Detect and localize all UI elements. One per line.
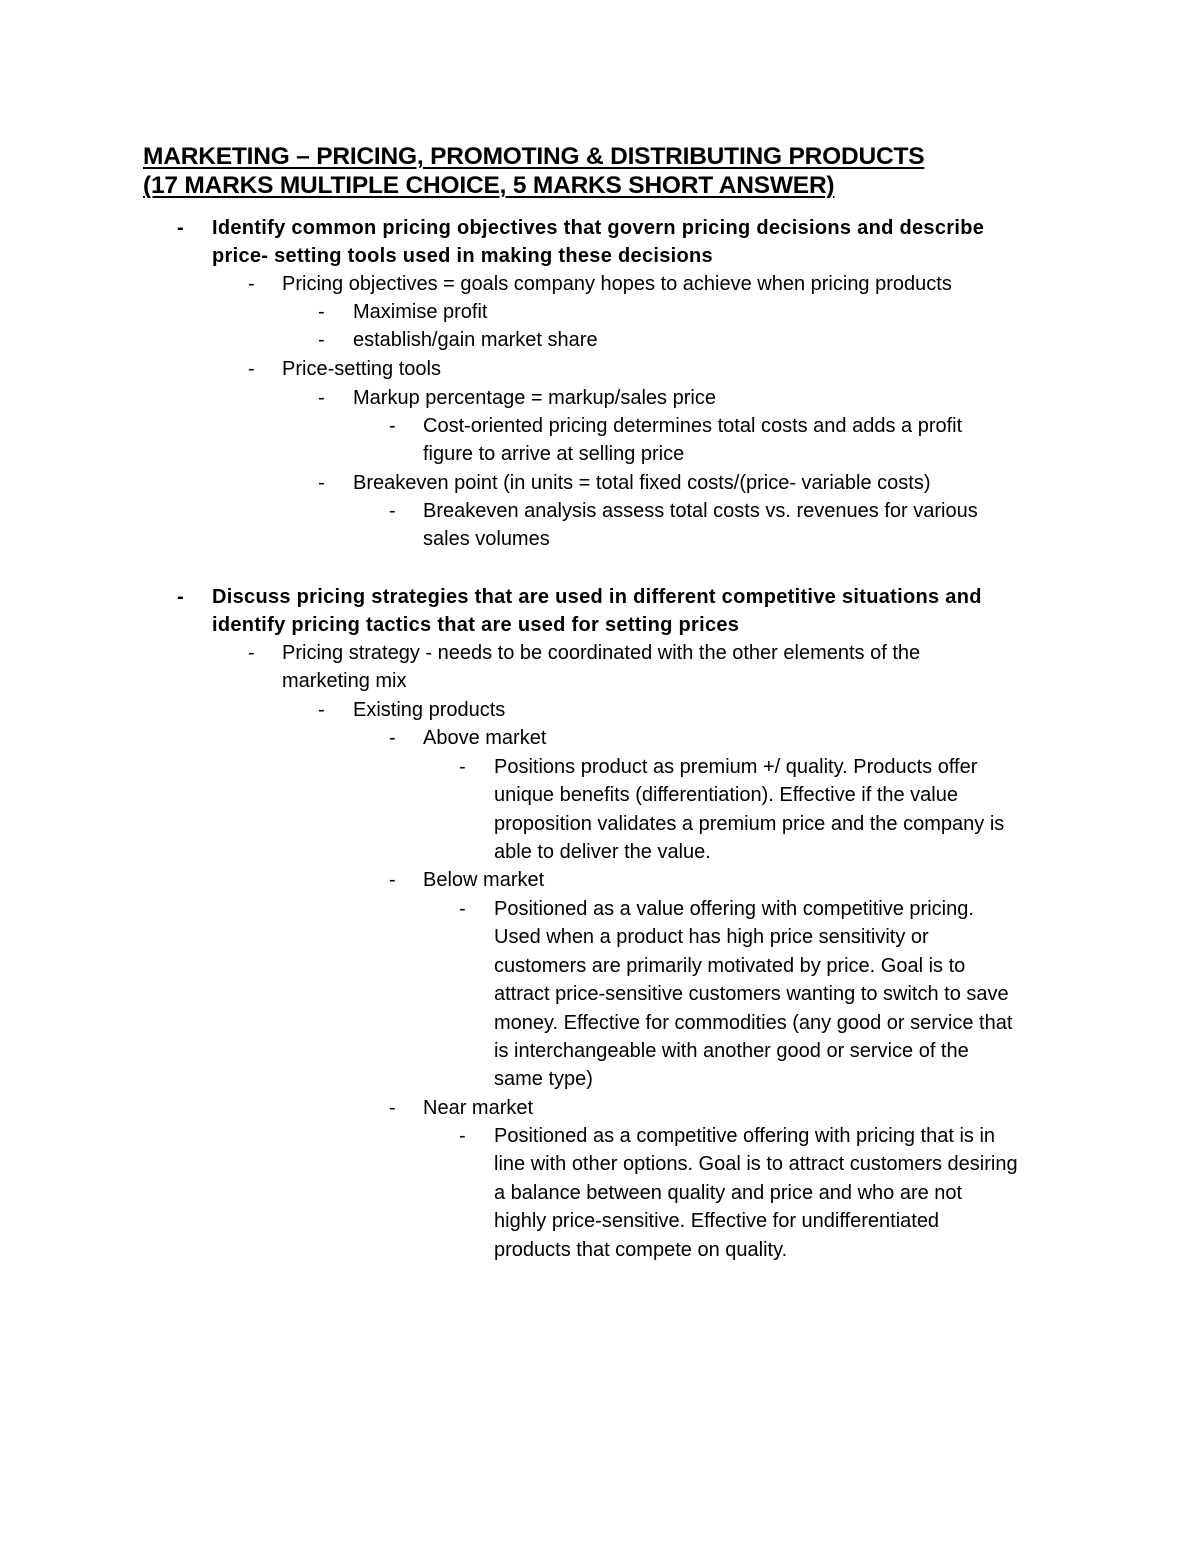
list-item-text: Near market [423, 1097, 534, 1119]
bullet-dash: - [389, 415, 396, 437]
list-item-text: Below market [423, 869, 545, 891]
list-item-text: Identify common pricing objectives that govern pricing decisions and describe price- setting tools used in making these decisions [212, 217, 985, 268]
bullet-dash: - [248, 642, 255, 664]
bullet-dash: - [318, 472, 325, 494]
bullet-dash: - [389, 727, 396, 749]
bullet-dash: - [459, 898, 466, 920]
bullet-dash: - [177, 586, 184, 608]
list-item-text: Pricing objectives = goals company hopes to achieve when pricing products [282, 273, 952, 295]
list-item-text: Breakeven analysis assess total costs vs. revenues for various sales volumes [423, 500, 978, 551]
bullet-dash: - [318, 699, 325, 721]
list-item-text: Above market [423, 727, 547, 749]
bullet-dash: - [177, 217, 184, 239]
bullet-dash: - [459, 756, 466, 778]
list-item-text: Positioned as a value offering with competitive pricing. Used when a product has high price sensitivity or customers are primarily motivated by price. Goal is to attract price-sensitive customers wanting to switch to save money. Effective for commodities (any good or service that is interchangeable with another good or service of the same type) [494, 898, 1013, 1091]
list-item-text: Cost-oriented pricing determines total costs and adds a profit figure to arrive at selling price [423, 415, 963, 466]
bullet-dash: - [389, 1097, 396, 1119]
list-item-text: Pricing strategy - needs to be coordinated with the other elements of the marketing mix [282, 642, 921, 693]
list-item-text: Breakeven point (in units = total fixed costs/(price- variable costs) [353, 472, 931, 494]
bullet-dash: - [318, 329, 325, 351]
list-item-text: Discuss pricing strategies that are used in different competitive situations and identify pricing tactics that are used for setting prices [212, 586, 982, 637]
bullet-dash: - [389, 869, 396, 891]
bullet-dash: - [459, 1125, 466, 1147]
bullet-dash: - [248, 358, 255, 380]
list-item-text: Maximise profit [353, 301, 488, 323]
list-item-text: Positions product as premium +/ quality. Products offer unique benefits (differentiation). Effective if the value proposition validates a premium price and the company is able to deliver the value. [494, 756, 1005, 864]
list-item-text: Markup percentage = markup/sales price [353, 387, 716, 409]
title-line-1: MARKETING – PRICING, PROMOTING & DISTRIBUTING PRODUCTS [143, 143, 925, 170]
bullet-dash: - [318, 301, 325, 323]
list-item-text: Positioned as a competitive offering with pricing that is in line with other options. Goal is to attract customers desiring a balance between quality and price and who are not highly price-sensitive. Effective for undifferentiated products that compete on quality. [494, 1125, 1018, 1261]
bullet-dash: - [318, 387, 325, 409]
list-item-text: Price-setting tools [282, 358, 441, 380]
list-item-text: establish/gain market share [353, 329, 598, 351]
bullet-dash: - [389, 500, 396, 522]
title-line-2: (17 MARKS MULTIPLE CHOICE, 5 MARKS SHORT ANSWER) [143, 172, 835, 199]
bullet-dash: - [248, 273, 255, 295]
list-item-text: Existing products [353, 699, 506, 721]
